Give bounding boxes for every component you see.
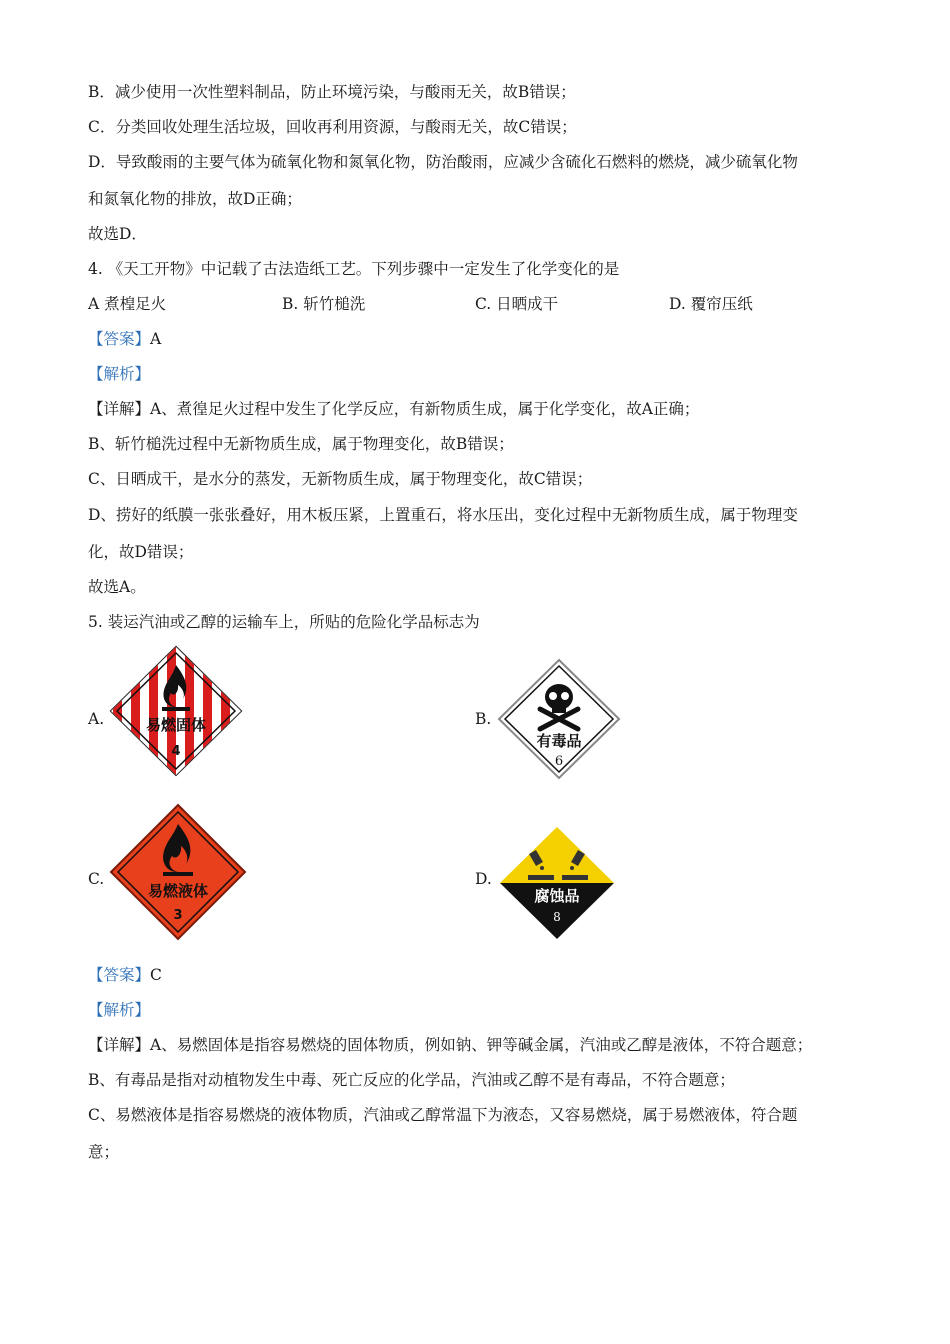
q4-answer: [88, 329, 161, 349]
q4-option-c: C. 日晒成干: [475, 295, 559, 313]
q4-detail-line: D、捞好的纸膜一张张叠好，用木板压紧，上置重石，将水压出，变化过程中无新物质生成，属于物理变: [88, 506, 798, 524]
q5-option-d-letter: D.: [475, 870, 492, 888]
sign-class-number: 4: [171, 744, 181, 759]
q4-detail-line: C、日晒成干，是水分的蒸发，无新物质生成，属于物理变化，故C错误；: [88, 470, 593, 488]
q4-detail-line: B、斩竹槌洗过程中无新物质生成，属于物理变化，故B错误；: [88, 435, 514, 453]
question-5-text: 5. 装运汽油或乙醇的运输车上，所贴的危险化学品标志为: [88, 613, 480, 631]
q4-option-b: B. 斩竹槌洗: [282, 295, 366, 313]
text-line: 故选D．: [88, 225, 147, 243]
q5-option-b-letter: B.: [475, 710, 492, 728]
q5-analysis-tag: 【解析】: [88, 1001, 151, 1019]
text-line: B．减少使用一次性塑料制品，防止环境污染，与酸雨无关，故B错误；: [88, 83, 576, 101]
answer-tag: 【答案】: [88, 966, 151, 984]
question-4-text: 4. 《天工开物》中记载了古法造纸工艺。下列步骤中一定发生了化学变化的是: [88, 260, 620, 278]
q5-detail-line: 【详解】A、易燃固体是指容易燃烧的固体物质，例如钠、钾等碱金属，汽油或乙醇是液体，不符合题意；: [88, 1036, 813, 1054]
q5-detail-line: 意；: [88, 1143, 120, 1161]
sign-label: 腐蚀品: [534, 887, 580, 905]
q4-detail-line: 化，故D错误；: [88, 543, 194, 561]
text-line: 和氮氧化物的排放，故D正确；: [88, 190, 302, 208]
q5-detail-line: B、有毒品是指对动植物发生中毒、死亡反应的化学品，汽油或乙醇不是有毒品，不符合题意；: [88, 1071, 735, 1089]
text-line: D．导致酸雨的主要气体为硫氧化物和氮氧化物，防治酸雨，应减少含硫化石燃料的燃烧，减少硫氧化物: [88, 153, 798, 171]
q4-detail-line: 故选A。: [88, 578, 146, 596]
sign-class-number: 3: [173, 908, 183, 923]
q5-option-c-letter: C.: [88, 870, 105, 888]
sign-label: 易燃固体: [145, 716, 207, 734]
sign-class-number: 8: [553, 910, 561, 924]
corrosive-sign: [498, 825, 616, 941]
answer-tag: 【答案】: [88, 330, 151, 348]
flammable-liquid-sign: [108, 802, 248, 942]
toxic-sign: [496, 657, 622, 781]
q5-option-a-letter: A.: [88, 710, 105, 728]
q4-option-a: A 煮楻足火: [88, 295, 167, 313]
answer-value: A: [150, 330, 162, 348]
q4-analysis-tag: 【解析】: [88, 365, 151, 383]
sign-label: 易燃液体: [147, 882, 209, 900]
q4-detail-line: 【详解】A、煮徨足火过程中发生了化学反应，有新物质生成，属于化学变化，故A正确；: [88, 400, 700, 418]
q5-answer: [88, 965, 162, 985]
text-line: C．分类回收处理生活垃圾，回收再利用资源，与酸雨无关，故C错误；: [88, 118, 577, 136]
sign-class-number: 6: [554, 754, 564, 769]
answer-value: C: [150, 966, 162, 984]
q4-option-d: D. 覆帘压纸: [669, 295, 753, 313]
q5-detail-line: C、易燃液体是指容易燃烧的液体物质，汽油或乙醇常温下为液态，又容易燃烧，属于易燃液体，符合题: [88, 1106, 798, 1124]
flammable-solid-sign: [107, 643, 245, 779]
sign-label: 有毒品: [536, 732, 582, 750]
